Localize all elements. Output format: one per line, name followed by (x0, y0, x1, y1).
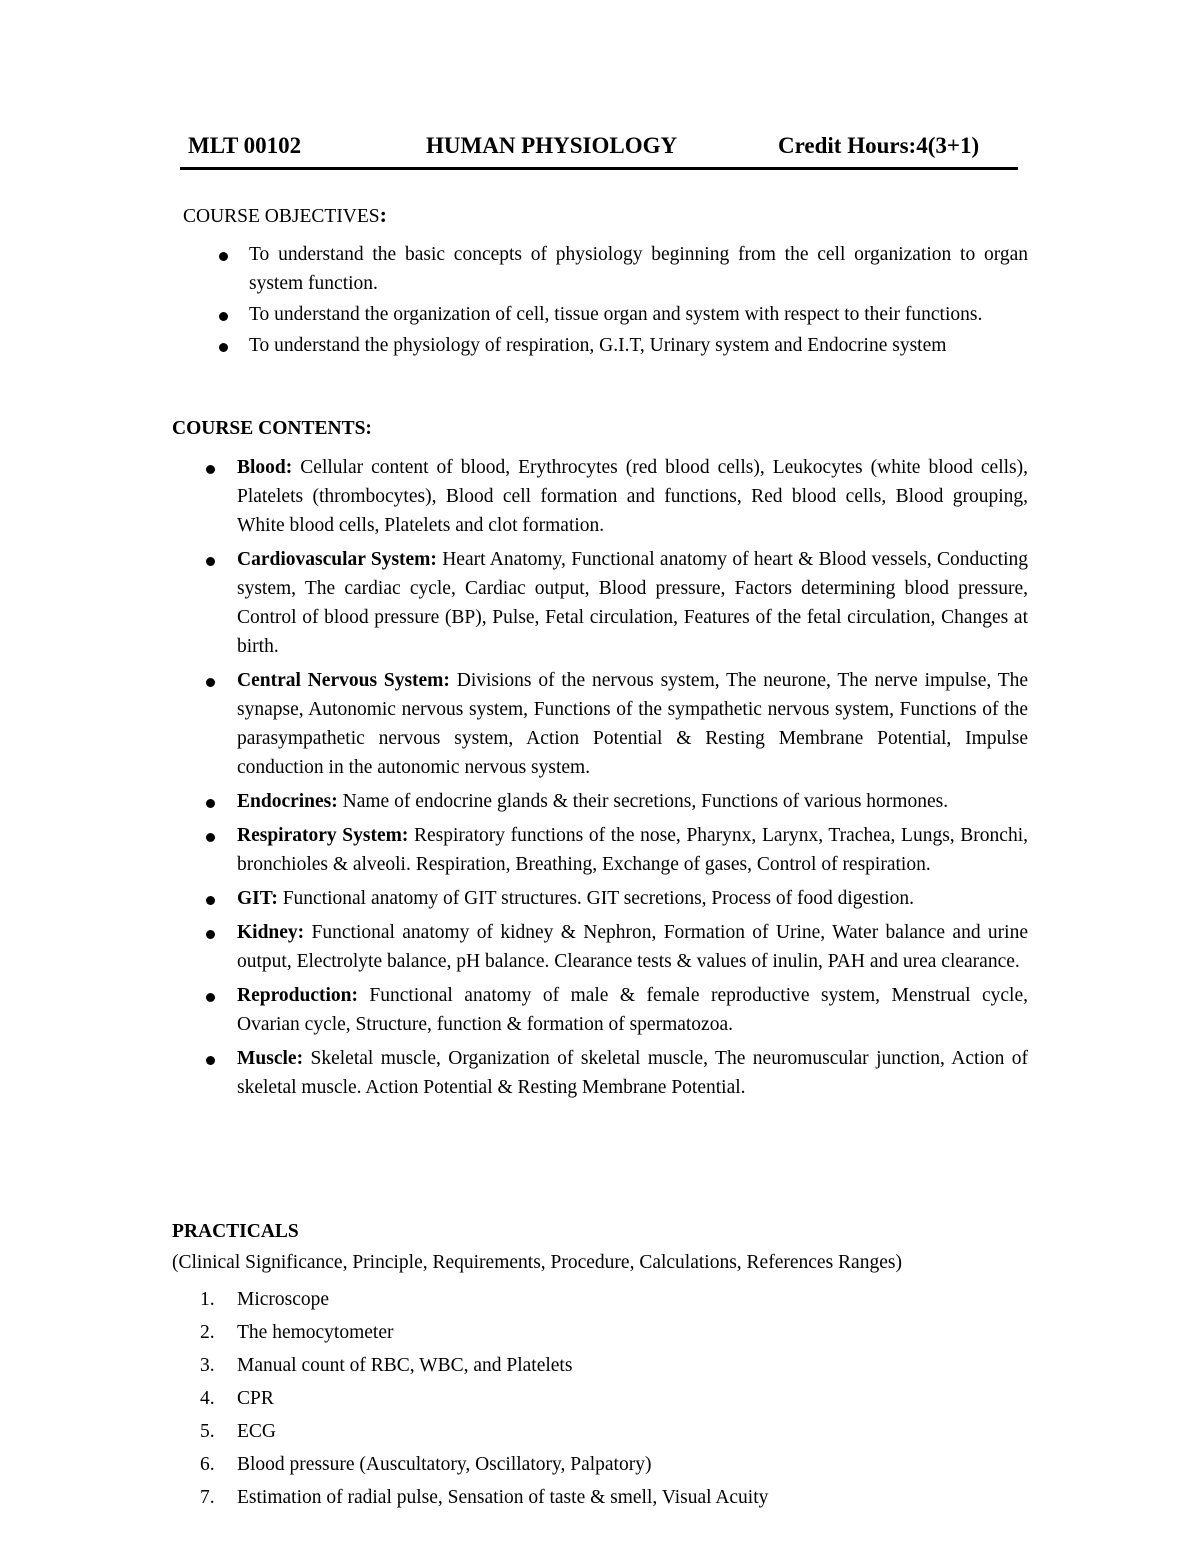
content-item-text: Respiratory functions of the nose, Pharynx, Larynx, Trachea, Lungs, Bronchi, bronchioles & alveoli. Respiration, Breathing, Exchange of gases, Control of respiration. (237, 825, 1028, 875)
objective-item (249, 331, 1028, 360)
practical-number: 7. (200, 1487, 215, 1508)
content-item-git (237, 884, 1028, 913)
content-item-text: Functional anatomy of GIT structures. GIT secretions, Process of food digestion. (277, 888, 914, 909)
practicals-list (200, 1285, 1020, 1516)
bullet-icon (206, 678, 215, 687)
content-item-title: Respiratory System: (237, 825, 409, 846)
practical-number: 3. (200, 1355, 215, 1376)
practical-item (200, 1351, 1020, 1384)
practical-item (200, 1318, 1020, 1351)
objective-item (249, 300, 1028, 329)
content-item-text: Functional anatomy of male & female reproductive system, Menstrual cycle, Ovarian cycle, Structure, function & formation of spermatozoa. (237, 985, 1028, 1035)
content-item-text: Divisions of the nervous system, The neurone, The nerve impulse, The synapse, Autonomic nervous system, Functions of the sympathetic nervous system, Functions of the parasympathetic nervous system, Action Potential & Resting Membrane Potential, Impulse conduction in the autonomic nervous system. (237, 670, 1029, 778)
content-item-respiratory (237, 821, 1028, 879)
bullet-icon (206, 1056, 215, 1065)
practical-item (200, 1417, 1020, 1450)
credit-hours: Credit Hours:4(3+1) (778, 133, 980, 158)
header-divider (180, 167, 1018, 170)
practical-item (200, 1384, 1020, 1417)
bullet-icon (219, 252, 228, 261)
content-item-text: Heart Anatomy, Functional anatomy of heart & Blood vessels, Conducting system, The cardiac cycle, Cardiac output, Blood pressure, Factors determining blood pressure, Control of blood pressure (BP), Pulse, Fetal circulation, Features of the fetal circulation, Changes at birth. (237, 549, 1028, 657)
practical-item (200, 1450, 1020, 1483)
practical-number: 5. (200, 1421, 215, 1442)
content-item-text: Skeletal muscle, Organization of skeletal muscle, The neuromuscular junction, Action of skeletal muscle. Action Potential & Resting Membrane Potential. (237, 1048, 1028, 1098)
practical-number: 1. (200, 1289, 215, 1310)
practical-number: 2. (200, 1322, 215, 1343)
content-item-kidney (237, 918, 1028, 976)
practicals-note: (Clinical Significance, Principle, Requirements, Procedure, Calculations, References Ranges) (172, 1252, 902, 1273)
content-item-title: Endocrines: (237, 791, 338, 812)
course-title: HUMAN PHYSIOLOGY (426, 133, 678, 158)
bullet-icon (206, 465, 215, 474)
content-item-reproduction (237, 981, 1028, 1039)
content-item-text: Functional anatomy of kidney & Nephron, Formation of Urine, Water balance and urine output, Electrolyte balance, pH balance. Clearance tests & values of inulin, PAH and urea clearance. (237, 922, 1028, 972)
content-item-title: Kidney: (237, 922, 305, 943)
bullet-icon (219, 343, 228, 352)
practical-text: CPR (237, 1388, 274, 1409)
objectives-heading-text: COURSE OBJECTIVES (183, 206, 380, 227)
content-item-title: Cardiovascular System: (237, 549, 437, 570)
content-item-title: Reproduction: (237, 985, 358, 1006)
objectives-list (249, 240, 1028, 362)
contents-heading: COURSE CONTENTS: (172, 418, 372, 439)
practical-number: 6. (200, 1454, 215, 1475)
course-code: MLT 00102 (188, 133, 302, 158)
content-item-title: GIT: (237, 888, 278, 909)
bullet-icon (206, 930, 215, 939)
objectives-heading (183, 202, 387, 228)
practical-item (200, 1483, 1020, 1516)
content-item-endocrines (237, 787, 1028, 816)
bullet-icon (206, 896, 215, 905)
practical-text: ECG (237, 1421, 276, 1442)
bullet-icon (206, 799, 215, 808)
objective-item (249, 240, 1028, 298)
content-item-text: Name of endocrine glands & their secretions, Functions of various hormones. (337, 791, 949, 812)
content-item-text: Cellular content of blood, Erythrocytes (red blood cells), Leukocytes (white blood cells), Platelets (thrombocytes), Blood cell formation and functions, Red blood cells, Blood grouping, White blood cells, Platelets and clot formation. (237, 457, 1028, 536)
practical-text: Blood pressure (Auscultatory, Oscillatory, Palpatory) (237, 1454, 652, 1475)
content-item-blood (237, 453, 1028, 540)
practical-text: Manual count of RBC, WBC, and Platelets (237, 1355, 573, 1376)
objective-text: To understand the basic concepts of physiology beginning from the cell organization to organ system function. (249, 244, 1028, 294)
objective-text: To understand the physiology of respiration, G.I.T, Urinary system and Endocrine system (249, 335, 947, 356)
content-item-title: Muscle: (237, 1048, 304, 1069)
content-item-title: Blood: (237, 457, 293, 478)
objectives-heading-colon: : (379, 202, 387, 227)
practicals-heading: PRACTICALS (172, 1221, 299, 1242)
practical-text: Microscope (237, 1289, 330, 1310)
practical-text: The hemocytometer (237, 1322, 394, 1343)
bullet-icon (219, 312, 228, 321)
bullet-icon (206, 833, 215, 842)
practical-item (200, 1285, 1020, 1318)
contents-list (237, 453, 1028, 1107)
practical-number: 4. (200, 1388, 215, 1409)
content-item-muscle (237, 1044, 1028, 1102)
bullet-icon (206, 993, 215, 1002)
content-item-cardiovascular (237, 545, 1028, 661)
bullet-icon (206, 557, 215, 566)
practical-text: Estimation of radial pulse, Sensation of taste & smell, Visual Acuity (237, 1487, 769, 1508)
content-item-cns (237, 666, 1028, 782)
objective-text: To understand the organization of cell, tissue organ and system with respect to their functions. (249, 304, 983, 325)
content-item-title: Central Nervous System: (237, 670, 450, 691)
